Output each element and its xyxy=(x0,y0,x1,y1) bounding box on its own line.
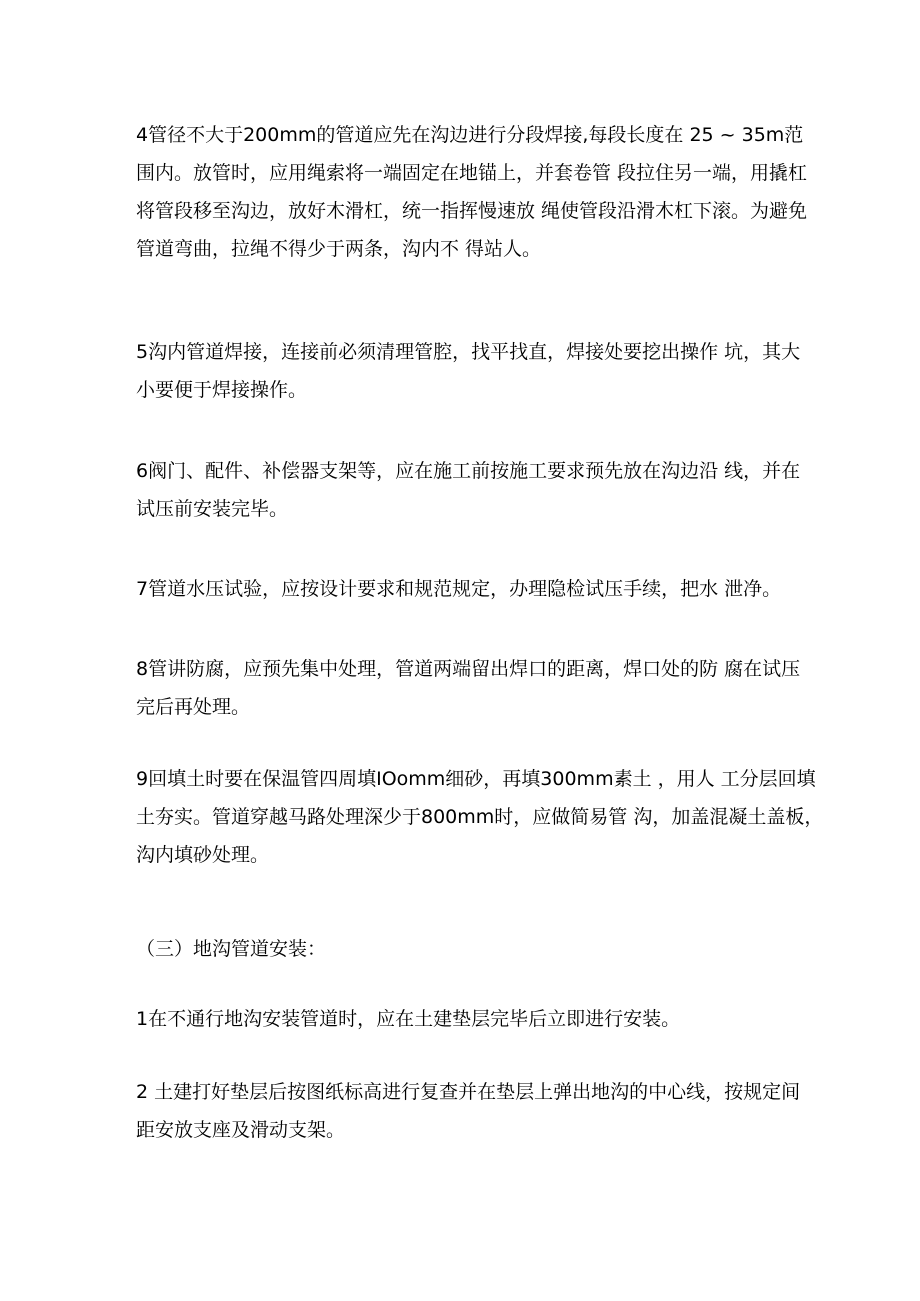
text-line: 7管道水压试验，应按设计要求和规范规定，办理隐检试压手续，把水 泄净。 xyxy=(136,578,782,600)
paragraph-5 xyxy=(136,333,801,409)
text-line: 完后再处理。 xyxy=(136,696,251,718)
text-line: 6阀门、配件、补偿器支架等，应在施工前按施工要求预先放在沟边沿 线，并在 xyxy=(136,460,801,482)
section-heading: （三）地沟管道安装： xyxy=(136,938,327,960)
paragraph-2 xyxy=(136,1073,801,1149)
text-line: 沟内填砂处理。 xyxy=(136,844,270,866)
text-line: 土夯实。管道穿越马路处理深少于800mm时，应做简易管 沟，加盖混凝土盖板， xyxy=(136,806,824,828)
text-line: 将管段移至沟边，放好木滑杠，统一指挥慢速放 绳使管段沿滑木杠下滚。为避免 xyxy=(136,200,808,222)
text-line: 2 土建打好垫层后按图纸标高进行复查并在垫层上弹出地沟的中心线，按规定间 xyxy=(136,1081,801,1103)
paragraph-6 xyxy=(136,452,801,528)
section-heading-underground-trench xyxy=(136,930,796,968)
text-line: 围内。放管时，应用绳索将一端固定在地锚上，并套卷管 段拉住另一端，用撬杠 xyxy=(136,162,808,184)
text-line: 9回填土时要在保温管四周填IOomm细砂，再填300mm素土 ，用人 工分层回填 xyxy=(136,768,816,790)
text-line: 8管讲防腐，应预先集中处理，管道两端留出焊口的距离，焊口处的防 腐在试压 xyxy=(136,658,801,680)
text-line: 小要便于焊接操作。 xyxy=(136,379,308,401)
paragraph-9 xyxy=(136,760,824,874)
paragraph-7 xyxy=(136,570,796,608)
paragraph-8 xyxy=(136,650,801,726)
paragraph-1 xyxy=(136,1000,796,1038)
paragraph-4 xyxy=(136,116,808,268)
text-line: 1在不通行地沟安装管道时，应在土建垫层完毕后立即进行安装。 xyxy=(136,1008,681,1030)
text-line: 距安放支座及滑动支架。 xyxy=(136,1119,346,1141)
text-line: 5沟内管道焊接，连接前必须清理管腔，找平找直，焊接处要挖出操作 坑，其大 xyxy=(136,341,801,363)
text-line: 管道弯曲，拉绳不得少于两条，沟内不 得站人。 xyxy=(136,238,542,260)
text-line: 4管径不大于200mm的管道应先在沟边进行分段焊接,每段长度在 25 ~ 35m范 xyxy=(136,124,804,146)
text-line: 试压前安装完毕。 xyxy=(136,498,289,520)
